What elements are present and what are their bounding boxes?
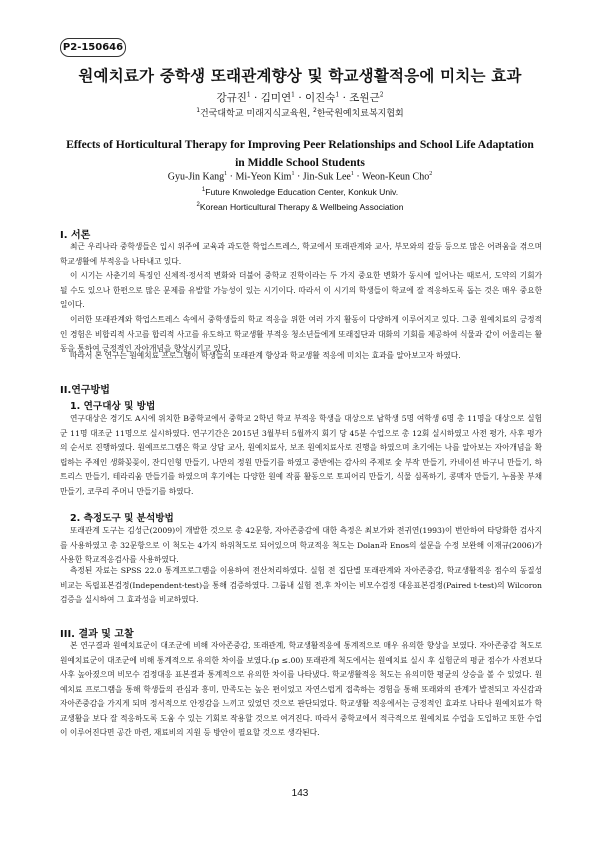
paragraph: 이러한 또래관계와 학업스트레스 속에서 중학생들의 학교 적응을 위한 여러 가지 활동이 다양하게 이루어지고 있다. 그중 원예치료의 긍정적인 경험은 비합리적 사고를 합리적 사고를 유도하고 학교생활 부적응 청소년들에게 또래집단과 대화의 기회를 제공하여 식물과 같이 어울리는 활동을 통하여 긍정적인 자아개념을 향상시키고 있다. <box>60 315 542 353</box>
paragraph: 연구대상은 경기도 A시에 위치한 B중학교에서 중학교 2학년 학교 부적응 학생을 대상으로 남학생 5명 여학생 6명 총 11명을 대상으로 실험군 11명 대조군 11명으로 실시하였다. 연구기간은 2015년 3월부터 5월까지 회기 당 45분 수업으로 총 12회 실시하였고 사전 평가, 사후 평가의 순서로 진행하였다. 원예프로그램은 학교 상담 교사, 원예치료사, 보조 원예치료사로 진행을 하였으며 초기에는 나를 알아보는 자아개념을 확립하는 주제인 생화꽂꽂이, 잔디인형 만들기, 나만의 정원 만들기를 하였고 중반에는 감사의 주제로 숯 부작 만들기, 카네이션 바구니 만들기, 하트리스 만들기, 테라리움 만들기를 하였으며 후기에는 다양한 원예 작품 활동으로 토피어리 만들기, 식물 심폭하기, 콩맥자 만들기, 누름꽃 부채 만들기, 코쿠리 주머니 만들기를 하였다. <box>60 414 542 496</box>
korean-title: 원예치료가 중학생 또래관계향상 및 학교생활적응에 미치는 효과 <box>78 66 522 85</box>
author-name: Mi-Yeon Kim <box>235 171 292 183</box>
author-name: Gyu-Jin Kang <box>167 171 225 183</box>
paragraph: 따라서 본 연구는 원예치료 프로그램이 학생들의 또래관계 향상과 학교생활 적응에 미치는 효과를 알아보고자 하였다. <box>70 351 461 360</box>
affil-sup: 1 <box>196 107 201 114</box>
paragraph: 또래관계 도구는 김성근(2009)이 개발한 것으로 총 42문항, 자아존중감에 대한 측정은 최보가와 전귀연(1993)이 번안하여 타당화한 검사지를 사용하였고 총 32문항으로 이 척도는 4가지 하위척도로 되어있으며 학교적응 척도는 Dolan과 Enos의 설문을 수정 보완해 이재규(2006)가 사용한 학교적응검사를 사용하였다. <box>60 526 542 564</box>
english-title: Effects of Horticultural Therapy for Improving Peer Relationships and School Life Adaptation in Middle School Students <box>66 138 534 169</box>
author-name: Jin-Suk Lee <box>302 171 351 183</box>
affil-text: 한국원예치료복지협회 <box>316 109 404 119</box>
english-authors: Gyu-Jin Kang$^1$ · Mi-Yeon Kim$^1$ · Jin-Suk Lee$^1$ · Weon-Keun Cho$^2$ <box>167 171 433 183</box>
korean-affiliations <box>0 106 600 119</box>
author-name: 강규진 <box>216 92 247 104</box>
subsection-heading-subjects: 1. 연구대상 및 방법 <box>70 401 156 412</box>
paragraph: 이 시기는 사춘기의 특징인 신체적·정서적 변화와 더불어 중학교 진학이라는 두 가지 중요한 변화가 동시에 일어나는 때로서, 도약의 기회가 될 수도 있으나 한편으로 많은 문제를 유발할 가능성이 있는 시기이다. 따라서 이 시기의 학생들이 학교에 잘 적응하도록 돕는 것은 매우 중요한 일이다. <box>60 271 542 309</box>
author-sup: 2 <box>429 171 433 177</box>
author-sup: 1 <box>291 171 295 177</box>
paragraph: 본 연구결과 원예치료군이 대조군에 비해 자아존중감, 또래관계, 학교생활적응에 통계적으로 매우 유의한 향상을 보였다. 자아존중감 척도로 원예치료군이 대조군에 비해 통계적으로 유의한 차이를 보였다.(p ≤.00) 또래관계 척도에서는 원예치료 실시 후 실험군의 평균 점수가 사전보다 사후 높아졌으며 비모수 검정대응 표본결과 통계적으로 유의한 차이를 나타냈다. 학교생활적응 척도는 유의미한 평균의 상승을 볼 수 있었다. 원예치료 프로그램을 통해 학생들의 관심과 흥미, 만족도는 높은 편이었고 자연스럽게 접촉하는 경험을 통해 또래와의 관계가 발전되고 자신감과 자아존중감을 가지게 되며 정서적으로 안정감을 느끼고 있었던 것으로 판단되었다. 학교생활 적응에서는 긍정적인 효과로 나타나 원예치료가 학교생활을 보다 잘 적응하도록 도움 수 있는 기회로 작용할 것으로 여겨진다. 따라서 중학교에서 적극적으로 원예치료 수업을 도입하고 또한 수업이 이루어진다면 공간 마련, 재료비의 지원 등 방안이 필요할 것으로 생각된다. <box>60 641 542 737</box>
author-sup: 1 <box>224 171 228 177</box>
affil-sup: 2 <box>312 107 317 114</box>
affil-text: Korean Horticultural Therapy & Wellbeing Association <box>199 201 404 212</box>
author-name: 조원근 <box>349 92 380 104</box>
affil-sup: 1 <box>201 187 206 193</box>
korean-authors: 강규진$^1$ · 김미연$^1$ · 이진숙$^1$ · 조원근$^2$ <box>216 91 384 104</box>
paragraph: 측정된 자료는 SPSS 22.0 통계프로그램을 이용하여 전산처리하였다. 실험 전 집단별 또래관계와 자아존중감, 학교생활적응 점수의 동질성 비교는 독립표본검정(Independent-test)을 통해 검증하였다. 그룹내 실험 전,후 차이는 비모수검정 대응표본검정(Paired t-test)의 Wilcoron검증을 실시하여 그 효과성을 비교하였다. <box>60 566 542 604</box>
author-sup: 1 <box>291 91 295 99</box>
author-name: 김미연 <box>260 92 292 104</box>
english-affiliations <box>0 184 600 214</box>
author-name: Weon-Keun Cho <box>361 171 430 183</box>
page-number: 143 <box>291 788 309 799</box>
author-sup: 2 <box>379 91 384 99</box>
abstract-code-badge: P2-150646 <box>60 38 126 57</box>
section-heading-introduction: I. 서론 <box>60 230 91 241</box>
section-heading-results: III. 결과 및 고찰 <box>60 629 134 640</box>
author-sup: 1 <box>350 171 354 177</box>
author-name: 이진숙 <box>305 92 336 104</box>
section-heading-methods: II.연구방법 <box>60 385 110 396</box>
author-sup: 1 <box>246 91 251 99</box>
subsection-heading-measures: 2. 측정도구 및 분석방법 <box>70 513 174 524</box>
affil-text: Future Knwoledge Education Center, Konkuk Univ. <box>205 186 399 197</box>
author-sup: 1 <box>335 91 340 99</box>
affil-sup: 2 <box>196 201 200 208</box>
paragraph: 최근 우리나라 중학생들은 입시 위주에 교육과 과도한 학업스트레스, 학교에서 또래관계와 교사, 부모와의 갈등 등으로 많은 어려움을 겪으며 학교생활에 부적응을 나타내고 있다. <box>60 242 542 266</box>
affil-text: 건국대학교 미래지식교육원, <box>200 109 311 119</box>
